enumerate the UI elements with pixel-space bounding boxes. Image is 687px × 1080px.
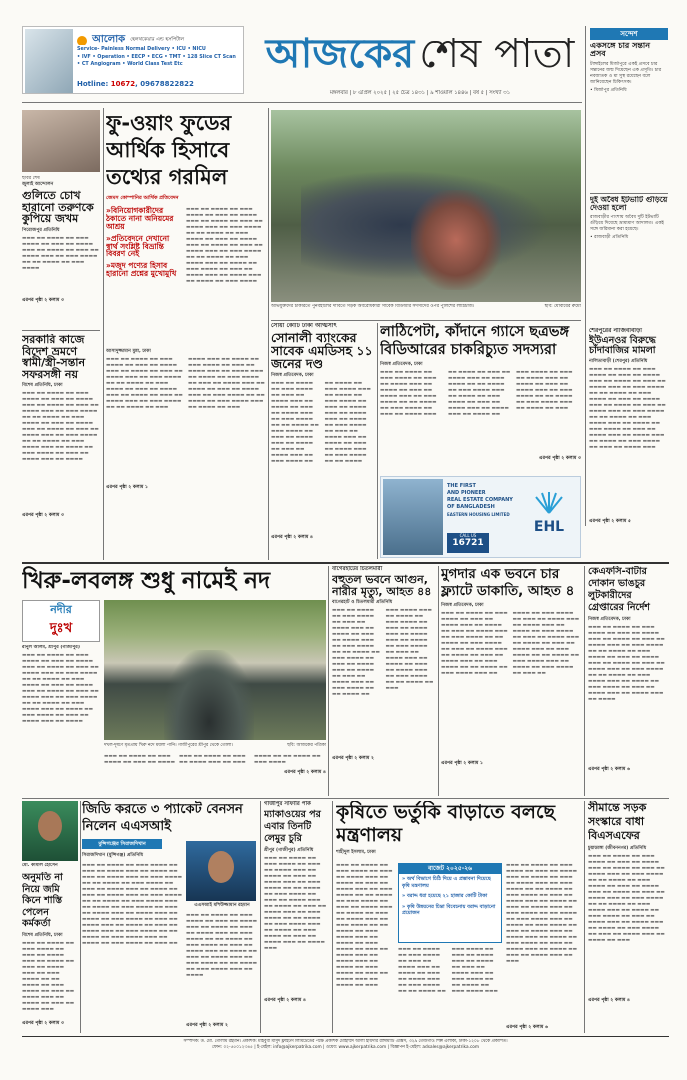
ad-services: [77, 46, 243, 78]
uno-story: [589, 328, 669, 558]
uno-headline: ইউএনওর বিরুদ্ধে চাঁদাবাজির মামলা: [589, 335, 656, 356]
ad-hotline: [77, 80, 243, 92]
bdr-photo-caption: [271, 304, 581, 318]
sidebar-body-1: টাঙ্গাইলের মির্জাপুরে একই প্রসবে চার সন্তানের জন্ম দিয়েছেন এক প্রসূতি। চার নবজাতক ও মা সুস্থ রয়েছেন বলে জানিয়েছেন চিকিৎসক।: [590, 61, 662, 85]
khiru-body-2: ▬▬▬ ▬▬ ▬▬▬▬ ▬▬ ▬▬▬ ▬▬▬▬ ▬▬ ▬▬▬ ▬▬ ▬▬▬▬ ▬▬▬ ▬▬ ▬▬▬▬ ▬▬ ▬▬▬ ▬▬ ▬▬▬▬ ▬▬▬ ▬▬ ▬▬▬ ▬▬▬▬ ▬▬ ▬▬ ▬▬▬▬ ▬▬ ▬▬▬ ▬▬▬▬ এরপর পৃষ্ঠা ২ কলাম ৪: [104, 754, 326, 775]
sonali-byline: নিজস্ব প্রতিবেদক, ঢাকা: [271, 373, 314, 379]
ehl-building-photo: [383, 479, 443, 555]
ehl-text-1: THE FIRST: [447, 483, 476, 489]
kfc-headline: কেএফসি-বাটার দোকান ভাঙচুর লুটকারীদের গ্রেপ্তারের নির্দেশ: [588, 566, 650, 613]
sidebar-body-2: রাজবাড়ীর পাংশায় অবৈধ দুটি ইটভাটি গুঁড়িয়ে দিয়েছে ভ্রাম্যমাণ আদালত। একই সঙ্গে জরিমানা করা হয়েছে।: [590, 214, 664, 232]
bdr-headline: লাঠিপেটা, কাঁদানে গ্যাসে ছত্রভঙ্গ বিডিআরের চাকরিচ্যুত সদস্যরা: [380, 324, 570, 358]
ad-logo-icon: [77, 36, 87, 46]
photo-police-shape: [411, 190, 501, 290]
gov-headline: সরকারি কাজে বিদেশ ভ্রমণে স্বামী/স্ত্রী-সন্তান সফরসঙ্গী নয়: [22, 334, 86, 381]
gd-continued[interactable]: এরপর পৃষ্ঠা ২ কলাম ২: [186, 1023, 228, 1028]
eye-body: ▬▬▬ ▬▬ ▬▬▬▬ ▬▬ ▬▬▬ ▬▬▬▬ ▬▬ ▬▬▬ ▬▬ ▬▬▬▬ ▬▬▬ ▬▬ ▬▬▬▬ ▬▬ ▬▬▬ ▬▬ ▬▬▬▬ ▬▬▬ ▬▬ ▬▬▬ ▬▬▬▬ ▬▬ ▬▬ ▬▬▬▬ ▬▬ ▬▬▬ ▬▬▬▬: [22, 235, 99, 271]
ehl-advertisement[interactable]: [380, 476, 581, 558]
ad-logo: [77, 30, 241, 45]
asi-portrait-photo: [186, 841, 256, 901]
khiru-body: ▬▬▬ ▬▬ ▬▬▬▬ ▬▬ ▬▬▬ ▬▬▬▬ ▬▬ ▬▬▬ ▬▬ ▬▬▬▬ ▬▬▬ ▬▬ ▬▬▬▬ ▬▬ ▬▬▬ ▬▬ ▬▬▬▬ ▬▬▬ ▬▬ ▬▬▬ ▬▬▬▬ ▬▬ ▬▬ ▬▬▬▬ ▬▬ ▬▬▬ ▬▬▬▬ ▬▬ ▬▬▬ ▬▬ ▬▬▬▬ ▬▬▬ ▬▬ ▬▬▬▬ ▬▬ ▬▬▬ ▬▬ ▬▬▬▬ ▬▬▬ ▬▬ ▬▬▬ ▬▬▬▬ ▬▬ ▬▬ ▬▬▬▬ ▬▬ ▬▬▬ ▬▬▬▬ ▬▬▬ ▬▬ ▬▬▬▬ ▬▬ ▬▬▬ ▬▬▬▬ ▬▬ ▬▬▬ ▬▬ ▬▬▬▬ ▬▬▬ ▬▬ ▬▬▬▬: [22, 653, 99, 724]
land-story-body: [22, 872, 78, 1032]
border-continued[interactable]: এরপর পৃষ্ঠা ২ কলাম ৪: [588, 998, 630, 1003]
agri-headline: কৃষিতে ভর্তুকি বাড়াতে বলছে মন্ত্রণালয়: [336, 801, 556, 846]
ehl-text-2: AND PIONEER: [447, 490, 486, 496]
khiru-caption-text: দখল-দূষণে মৃতপ্রায় খিরু নদে ময়লা পানি। গাজীপুরের শ্রীপুর থেকে তোলা।: [104, 743, 233, 748]
budget-box: [398, 863, 502, 943]
mugda-continued[interactable]: এরপর পৃষ্ঠা ২ কলাম ১: [441, 761, 483, 766]
khiru-river-photo: [104, 600, 326, 740]
bdr-caption-credit: ছবি: যোবায়ের রুমো: [544, 304, 581, 309]
bdr-caption-text: অভিযুক্তদের চাকরিতে পুনর্বহালের দাবিতে সড়ক অবরোধকারী সাবেক বিডিআর সদস্যদের ওপর পুলিশের লাঠিচার্জ।: [271, 304, 475, 309]
ehl-logo-text: EHL: [533, 519, 565, 535]
agri-continued[interactable]: এরপর পৃষ্ঠা ২ কলাম ৬: [506, 1025, 548, 1030]
land-byline: বিশেষ প্রতিনিধি, ঢাকা: [22, 932, 63, 938]
fuwang-headline: ফু-ওয়াং ফুডের আর্থিক হিসাবে তথ্যের গরমিল: [106, 111, 232, 189]
sonali-body: ▬▬▬ ▬▬ ▬▬▬▬ ▬▬ ▬▬▬ ▬▬▬▬ ▬▬ ▬▬▬ ▬▬ ▬▬▬▬ ▬▬▬ ▬▬ ▬▬▬▬ ▬▬ ▬▬▬ ▬▬ ▬▬▬▬ ▬▬▬ ▬▬ ▬▬▬ ▬▬▬▬ ▬▬ ▬▬ ▬▬▬▬ ▬▬ ▬▬▬ ▬▬▬▬ ▬▬ ▬▬▬ ▬▬ ▬▬▬▬ ▬▬▬ ▬▬ ▬▬▬▬ ▬▬ ▬▬▬ ▬▬ ▬▬▬▬ ▬▬▬ ▬▬ ▬▬▬ ▬▬▬▬ ▬▬ ▬▬ ▬▬▬▬ ▬▬ ▬▬▬ ▬▬▬▬ ▬▬▬ ▬▬ ▬▬▬▬ ▬▬ ▬▬▬ ▬▬▬▬ ▬▬ ▬▬▬ ▬▬ ▬▬▬▬ ▬▬▬ ▬▬ ▬▬▬▬ ▬▬▬ ▬▬ ▬▬▬▬ ▬▬ ▬▬▬ ▬▬▬▬ ▬▬ ▬▬▬ ▬▬ ▬▬▬▬ ▬▬▬ ▬▬ ▬▬▬▬ ▬▬ ▬▬▬ ▬▬ ▬▬▬▬ ▬▬▬ ▬▬ ▬▬▬ ▬▬▬▬ ▬▬ ▬▬ ▬▬▬▬: [271, 381, 371, 465]
ehl-company: EASTERN HOUSING LIMITED: [447, 512, 510, 517]
bdr-byline: নিজস্ব প্রতিবেদক, ঢাকা: [380, 362, 423, 367]
eye-kicker-b: জুলাই আন্দোলন: [22, 182, 54, 187]
bdr-protest-photo: [271, 110, 581, 302]
uno-kicker: শেরপুরের নাজিবাবাড়ী: [589, 328, 643, 334]
eye-continued[interactable]: এরপর পৃষ্ঠা ২ কলাম ৩: [22, 297, 64, 303]
uno-body: ▬▬▬ ▬▬ ▬▬▬▬ ▬▬ ▬▬▬ ▬▬▬▬ ▬▬ ▬▬▬ ▬▬ ▬▬▬▬ ▬▬▬ ▬▬ ▬▬▬▬ ▬▬ ▬▬▬ ▬▬ ▬▬▬▬ ▬▬▬ ▬▬ ▬▬▬ ▬▬▬▬ ▬▬ ▬▬ ▬▬▬▬ ▬▬ ▬▬▬ ▬▬▬▬ ▬▬ ▬▬▬ ▬▬ ▬▬▬▬ ▬▬▬ ▬▬ ▬▬▬▬ ▬▬ ▬▬▬ ▬▬ ▬▬▬▬ ▬▬▬ ▬▬ ▬▬▬ ▬▬▬▬ ▬▬ ▬▬ ▬▬▬▬ ▬▬ ▬▬▬ ▬▬▬▬ ▬▬▬ ▬▬ ▬▬▬▬ ▬▬ ▬▬▬ ▬▬▬▬ ▬▬ ▬▬▬ ▬▬ ▬▬▬▬ ▬▬▬ ▬▬ ▬▬▬▬ ▬▬▬ ▬▬ ▬▬▬▬ ▬▬ ▬▬▬ ▬▬▬▬ ▬▬ ▬▬▬ ▬▬ ▬▬▬▬ ▬▬▬: [589, 366, 666, 450]
khiru-continued[interactable]: এরপর পৃষ্ঠা ২ কলাম ৪: [284, 770, 326, 775]
khiru-text: [22, 645, 100, 763]
fuwang-body-col: ▬▬▬ ▬▬ ▬▬▬▬ ▬▬ ▬▬▬ ▬▬▬▬ ▬▬ ▬▬▬ ▬▬ ▬▬▬▬ ▬▬▬ ▬▬ ▬▬▬▬ ▬▬ ▬▬▬ ▬▬ ▬▬▬▬ ▬▬▬ ▬▬ ▬▬▬ ▬▬▬▬ ▬▬ ▬▬ ▬▬▬▬ ▬▬ ▬▬▬ ▬▬▬▬ ▬▬ ▬▬▬ ▬▬ ▬▬▬▬ ▬▬▬ ▬▬ ▬▬▬▬ ▬▬ ▬▬▬ ▬▬ ▬▬▬▬ ▬▬▬ ▬▬ ▬▬▬ ▬▬▬▬ ▬▬ ▬▬ ▬▬▬▬ ▬▬ ▬▬▬ ▬▬▬▬ ▬▬▬ ▬▬ ▬▬▬▬ ▬▬ ▬▬▬ ▬▬▬▬ ▬▬ ▬▬▬ ▬▬ ▬▬▬▬ ▬▬▬ ▬▬ ▬▬▬▬ ▬▬▬ ▬▬ ▬▬▬▬ ▬▬ ▬▬▬ ▬▬▬▬: [186, 207, 263, 284]
khiru-headline: খিরু-লবলঙ্গ শুধু নামেই নদ: [22, 568, 271, 594]
nodir-dukkho-tag: [22, 600, 100, 642]
mugda-story: [441, 566, 581, 796]
sidebar-label: সন্দেশ: [590, 28, 668, 40]
eye-headline: গুলিতে চোখ হারানো তরুণকে কুপিয়ে জখম: [22, 189, 94, 226]
fuwang-bullet-1: »বিনিয়োগকারীদের ঠকাতে নানা অনিয়মের আশ্রয়: [106, 206, 174, 231]
gd-story: জিডি করতে ৩ প্যাকেট বেনসন নিলেন এএসআই মুন্সিগঞ্জের সিরাজদিখান সিরাজদিখান (মুন্সিগঞ্জ) প্রতিনিধি এএসআই মশিউজ্জামান রহমান ▬▬▬ ▬▬ ▬▬▬▬ ▬▬ ▬▬▬ ▬▬▬▬ ▬▬ ▬▬▬ ▬▬ ▬▬▬▬ ▬▬▬ ▬▬ ▬▬▬▬ ▬▬ ▬▬▬ ▬▬ ▬▬▬▬ ▬▬▬ ▬▬ ▬▬▬ ▬▬▬▬ ▬▬ ▬▬ ▬▬▬▬ ▬▬ ▬▬▬ ▬▬▬▬ ▬▬ ▬▬▬ ▬▬ ▬▬▬▬ ▬▬▬ ▬▬ ▬▬▬▬ ▬▬ ▬▬▬ ▬▬ ▬▬▬▬ ▬▬▬ ▬▬ ▬▬▬ ▬▬▬▬ ▬▬ ▬▬ ▬▬▬▬ ▬▬ ▬▬▬ ▬▬▬▬ ▬▬▬ ▬▬ ▬▬▬▬ ▬▬ ▬▬▬ ▬▬▬▬ ▬▬ ▬▬▬ ▬▬ ▬▬▬▬ ▬▬▬ ▬▬ ▬▬▬▬ ▬▬▬ ▬▬ ▬▬▬▬ ▬▬ ▬▬▬ ▬▬▬▬ ▬▬ ▬▬▬ ▬▬ ▬▬▬▬ ▬▬▬ ▬▬ ▬▬▬▬ ▬▬ ▬▬▬ ▬▬ ▬▬▬▬ ▬▬▬ ▬▬ ▬▬▬ ▬▬▬▬ ▬▬ ▬▬ ▬▬▬▬ ▬▬ ▬▬▬ ▬▬▬▬ ▬▬▬ ▬▬ ▬▬▬▬ ▬▬ ▬▬▬ ▬▬▬▬ ▬▬ ▬▬▬ ▬▬ ▬▬▬ ▬▬ ▬▬▬▬ ▬▬ ▬▬▬ ▬▬▬▬ ▬▬ ▬▬▬ ▬▬ ▬▬▬▬ ▬▬▬ ▬▬ ▬▬▬▬ ▬▬ ▬▬▬ ▬▬ ▬▬▬▬ ▬▬▬ ▬▬ ▬▬▬ ▬▬▬▬ ▬▬ ▬▬ ▬▬▬▬ ▬▬ ▬▬▬ ▬▬▬▬ ▬▬ ▬▬▬ ▬▬ ▬▬▬▬ ▬▬▬ ▬▬ ▬▬▬▬ ▬▬ ▬▬▬ ▬▬ ▬▬▬▬ ▬▬▬ ▬▬ ▬▬▬ ▬▬▬▬ ▬▬ ▬▬ ▬▬▬▬ ▬▬ ▬▬▬ ▬▬▬▬ ▬▬▬ ▬▬ ▬▬▬▬ এরপর পৃষ্ঠা ২ কলাম ২: [82, 802, 257, 1028]
fuwang-body: ▬▬▬ ▬▬ ▬▬▬▬ ▬▬ ▬▬▬ ▬▬▬▬ ▬▬ ▬▬▬ ▬▬ ▬▬▬▬ ▬▬▬ ▬▬ ▬▬▬▬ ▬▬ ▬▬▬ ▬▬ ▬▬▬▬ ▬▬▬ ▬▬ ▬▬▬ ▬▬▬▬ ▬▬ ▬▬ ▬▬▬▬ ▬▬ ▬▬▬ ▬▬▬▬ ▬▬ ▬▬▬ ▬▬ ▬▬▬▬ ▬▬▬ ▬▬ ▬▬▬▬ ▬▬ ▬▬▬ ▬▬ ▬▬▬▬ ▬▬▬ ▬▬ ▬▬▬ ▬▬▬▬ ▬▬ ▬▬ ▬▬▬▬ ▬▬ ▬▬▬ ▬▬▬▬ ▬▬▬ ▬▬ ▬▬▬▬ ▬▬ ▬▬▬ ▬▬▬▬ ▬▬ ▬▬▬ ▬▬ ▬▬▬▬ ▬▬▬ ▬▬ ▬▬▬▬ ▬▬▬ ▬▬ ▬▬▬▬ ▬▬ ▬▬▬ ▬▬▬▬ ▬▬ ▬▬▬ ▬▬ ▬▬▬▬ ▬▬▬ ▬▬ ▬▬▬▬ ▬▬ ▬▬▬ ▬▬ ▬▬▬▬ ▬▬▬ ▬▬ ▬▬▬ ▬▬▬▬ ▬▬ ▬▬ ▬▬▬▬ ▬▬ ▬▬▬ ▬▬▬▬ ▬▬▬ ▬▬ ▬▬▬▬ ▬▬ ▬▬▬: [106, 357, 265, 410]
kfc-story: [588, 566, 669, 796]
ad-line-3: • CT Angiogram • World Class Test Etc: [77, 61, 183, 67]
agri-body-mid: ▬▬▬ ▬▬ ▬▬▬▬ ▬▬ ▬▬▬ ▬▬▬▬ ▬▬ ▬▬▬ ▬▬ ▬▬▬▬ ▬▬▬ ▬▬ ▬▬▬▬ ▬▬ ▬▬▬ ▬▬ ▬▬▬▬ ▬▬▬ ▬▬ ▬▬▬ ▬▬▬▬ ▬▬ ▬▬ ▬▬▬▬ ▬▬ ▬▬▬ ▬▬▬▬ ▬▬ ▬▬▬ ▬▬ ▬▬▬▬ ▬▬▬ ▬▬ ▬▬▬▬ ▬▬ ▬▬▬ ▬▬ ▬▬▬▬ ▬▬▬ ▬▬ ▬▬▬ ▬▬▬▬ ▬▬ ▬▬ ▬▬▬▬ ▬▬ ▬▬▬ ▬▬▬▬ ▬▬▬: [398, 947, 498, 994]
land-headline: অনুমতি না নিয়ে জমি কিনে শাস্তি পেলেন কর্মকর্তা: [22, 872, 63, 929]
eye-kicker-a: ছবির শেষ: [22, 176, 40, 181]
fire-continued[interactable]: এরপর পৃষ্ঠা ২ কলাম ২: [332, 756, 374, 762]
mugda-headline: মুগদার এক ভবনে চার ফ্ল্যাটে ডাকাতি, আহত ৪: [441, 566, 575, 599]
tag-dukkho: দুঃখ: [49, 621, 73, 636]
ehl-hotline: 16721: [452, 538, 484, 548]
land-body: ▬▬▬ ▬▬ ▬▬▬▬ ▬▬ ▬▬▬ ▬▬▬▬ ▬▬ ▬▬▬ ▬▬ ▬▬▬▬ ▬▬▬ ▬▬ ▬▬▬▬ ▬▬ ▬▬▬ ▬▬ ▬▬▬▬ ▬▬▬ ▬▬ ▬▬▬ ▬▬▬▬ ▬▬ ▬▬ ▬▬▬▬ ▬▬ ▬▬▬ ▬▬▬▬ ▬▬ ▬▬▬ ▬▬ ▬▬▬▬ ▬▬▬ ▬▬ ▬▬▬▬ ▬▬ ▬▬▬ ▬▬ ▬▬▬▬ ▬▬▬: [22, 940, 75, 1012]
budget-box-item-2: » বরাদ্দ ধরা হয়েছে ২১ হাজার কোটি টাকা: [402, 893, 488, 899]
land-photo-caption: মো. কামাল হোসেন: [22, 863, 58, 868]
gd-body: ▬▬▬ ▬▬ ▬▬▬▬ ▬▬ ▬▬▬ ▬▬▬▬ ▬▬ ▬▬▬ ▬▬ ▬▬▬▬ ▬▬▬ ▬▬ ▬▬▬▬ ▬▬ ▬▬▬ ▬▬ ▬▬▬▬ ▬▬▬ ▬▬ ▬▬▬ ▬▬▬▬ ▬▬ ▬▬ ▬▬▬▬ ▬▬ ▬▬▬ ▬▬▬▬ ▬▬ ▬▬▬ ▬▬ ▬▬▬▬ ▬▬▬ ▬▬ ▬▬▬▬ ▬▬ ▬▬▬ ▬▬ ▬▬▬▬ ▬▬▬ ▬▬ ▬▬▬ ▬▬▬▬ ▬▬ ▬▬ ▬▬▬▬ ▬▬ ▬▬▬ ▬▬▬▬ ▬▬▬ ▬▬ ▬▬▬▬ ▬▬ ▬▬▬ ▬▬▬▬ ▬▬ ▬▬▬ ▬▬ ▬▬▬▬ ▬▬▬ ▬▬ ▬▬▬▬ ▬▬▬ ▬▬ ▬▬▬▬ ▬▬ ▬▬▬ ▬▬▬▬ ▬▬ ▬▬▬ ▬▬ ▬▬▬▬ ▬▬▬ ▬▬ ▬▬▬▬ ▬▬ ▬▬▬ ▬▬ ▬▬▬▬ ▬▬▬ ▬▬ ▬▬▬ ▬▬▬▬ ▬▬ ▬▬ ▬▬▬▬ ▬▬ ▬▬▬ ▬▬▬▬ ▬▬▬ ▬▬ ▬▬▬▬ ▬▬ ▬▬▬ ▬▬▬▬ ▬▬ ▬▬▬ ▬▬: [82, 863, 182, 946]
ehl-fan-icon: [534, 491, 564, 515]
budget-box-item-3: » কৃষি উন্নয়নের চিন্তা বিবেচনায় বরাদ্দ বাড়ানো প্রয়োজন: [402, 903, 496, 916]
fuwang-story: [106, 110, 266, 558]
sidebar-credit-2: • রাজবাড়ী প্রতিনিধি: [590, 234, 629, 240]
eye-injury-photo: [22, 110, 100, 172]
uno-continued[interactable]: এরপর পৃষ্ঠা ২ কলাম ৫: [589, 518, 631, 524]
gov-continued[interactable]: এরপর পৃষ্ঠা ২ কলাম ৩: [22, 513, 64, 519]
bdr-body: ▬▬▬ ▬▬ ▬▬▬▬ ▬▬ ▬▬▬ ▬▬▬▬ ▬▬ ▬▬▬ ▬▬ ▬▬▬▬ ▬▬▬ ▬▬ ▬▬▬▬ ▬▬ ▬▬▬ ▬▬ ▬▬▬▬ ▬▬▬ ▬▬ ▬▬▬ ▬▬▬▬ ▬▬ ▬▬ ▬▬▬▬ ▬▬ ▬▬▬ ▬▬▬▬ ▬▬ ▬▬▬ ▬▬ ▬▬▬▬ ▬▬▬ ▬▬ ▬▬▬▬ ▬▬ ▬▬▬ ▬▬ ▬▬▬▬ ▬▬▬ ▬▬ ▬▬▬ ▬▬▬▬ ▬▬ ▬▬ ▬▬▬▬ ▬▬ ▬▬▬ ▬▬▬▬ ▬▬▬ ▬▬ ▬▬▬▬ ▬▬ ▬▬▬ ▬▬▬▬ ▬▬ ▬▬▬ ▬▬ ▬▬▬▬ ▬▬▬ ▬▬ ▬▬▬▬ ▬▬▬ ▬▬ ▬▬▬▬ ▬▬ ▬▬▬ ▬▬▬▬ ▬▬ ▬▬▬ ▬▬ ▬▬▬▬ ▬▬▬ ▬▬ ▬▬▬▬ ▬▬ ▬▬▬ ▬▬ ▬▬▬▬ ▬▬▬ ▬▬ ▬▬▬ ▬▬▬▬ ▬▬ ▬▬ ▬▬▬▬ ▬▬ ▬▬▬ ▬▬▬▬ ▬▬▬ ▬▬ ▬▬▬▬ ▬▬ ▬▬▬: [380, 370, 573, 417]
ehl-text-4: OF BANGLADESH: [447, 504, 495, 510]
mugda-byline: নিজস্ব প্রতিবেদক, ঢাকা: [441, 603, 484, 608]
land-continued[interactable]: এরপর পৃষ্ঠা ২ কলাম ৩: [22, 1020, 64, 1026]
agri-story: [336, 801, 582, 1033]
sonali-headline: সোনালী ব্যাংকের সাবেক এমডিসহ ১১ জনের দণ্ড: [271, 330, 373, 372]
dateline: মঙ্গলবার | ৮ এপ্রিল ২০২৫ | ২৫ চৈত্র ১৪৩১ | ৯ শাওয়াল ১৪৪৬ | বর্ষ ৫ | সংখ্যা ৩১: [329, 90, 511, 96]
sidebar-credit-1: • মির্জাপুর প্রতিনিধি: [590, 87, 627, 93]
khiru-photo-caption: [104, 742, 326, 752]
portrait-face-shape: [208, 851, 234, 883]
eye-byline: পিরোজপুর প্রতিনিধি: [22, 227, 60, 233]
lemur-byline: শ্রীপুর (গাজীপুর) প্রতিনিধি: [264, 848, 314, 853]
bdr-story: [380, 323, 581, 473]
sidebar-story-2: [590, 196, 668, 322]
budget-box-title: বাজেট ২০২৫-২৬: [399, 864, 501, 874]
sidebar-story-1: [590, 42, 668, 192]
ad-hotline-alt: , 09678822822: [135, 80, 194, 88]
sonali-kicker: সোয়া কোটি টাকা আত্মসাৎ: [271, 323, 337, 329]
ad-hospital-photo: [25, 29, 73, 93]
budget-box-item-1: » অর্থ বিভাগে চিঠি দিয়ে এ প্রস্তাবনা দিয়েছে কৃষি মন্ত্রণালয়: [402, 876, 491, 889]
agri-body-right: ▬▬▬ ▬▬ ▬▬▬▬ ▬▬ ▬▬▬ ▬▬▬▬ ▬▬ ▬▬▬ ▬▬ ▬▬▬▬ ▬▬▬ ▬▬ ▬▬▬▬ ▬▬ ▬▬▬ ▬▬ ▬▬▬▬ ▬▬▬ ▬▬ ▬▬▬ ▬▬▬▬ ▬▬ ▬▬ ▬▬▬▬ ▬▬ ▬▬▬ ▬▬▬▬ ▬▬ ▬▬▬ ▬▬ ▬▬▬▬ ▬▬▬ ▬▬ ▬▬▬▬ ▬▬ ▬▬▬ ▬▬ ▬▬▬▬ ▬▬▬ ▬▬ ▬▬▬ ▬▬▬▬ ▬▬ ▬▬ ▬▬▬▬ ▬▬ ▬▬▬ ▬▬▬▬ ▬▬▬ ▬▬ ▬▬▬▬ ▬▬ ▬▬▬ ▬▬▬▬ ▬▬ ▬▬▬ ▬▬ ▬▬▬▬ ▬▬▬ ▬▬ ▬▬▬▬ ▬▬▬ ▬▬ ▬▬▬▬ ▬▬ ▬▬▬ ▬▬▬▬ ▬▬ ▬▬▬ ▬▬ ▬▬▬▬ ▬▬▬ ▬▬ ▬▬▬▬ ▬▬ ▬▬▬ ▬▬ ▬▬▬▬ ▬▬▬ ▬▬ ▬▬▬: [506, 863, 577, 964]
lemur-story: [264, 801, 330, 1033]
asi-photo-caption: এএসআই মশিউজ্জামান রহমান: [194, 903, 250, 908]
border-body: ▬▬▬ ▬▬ ▬▬▬▬ ▬▬ ▬▬▬ ▬▬▬▬ ▬▬ ▬▬▬ ▬▬ ▬▬▬▬ ▬▬▬ ▬▬ ▬▬▬▬ ▬▬ ▬▬▬ ▬▬ ▬▬▬▬ ▬▬▬ ▬▬ ▬▬▬ ▬▬▬▬ ▬▬ ▬▬ ▬▬▬▬ ▬▬ ▬▬▬ ▬▬▬▬ ▬▬ ▬▬▬ ▬▬ ▬▬▬▬ ▬▬▬ ▬▬ ▬▬▬▬ ▬▬ ▬▬▬ ▬▬ ▬▬▬▬ ▬▬▬ ▬▬ ▬▬▬ ▬▬▬▬ ▬▬ ▬▬ ▬▬▬▬ ▬▬ ▬▬▬ ▬▬▬▬ ▬▬▬ ▬▬ ▬▬▬▬ ▬▬ ▬▬▬ ▬▬▬▬ ▬▬ ▬▬▬ ▬▬ ▬▬▬▬ ▬▬▬ ▬▬ ▬▬▬▬ ▬▬▬ ▬▬ ▬▬▬▬ ▬▬ ▬▬▬ ▬▬▬▬ ▬▬ ▬▬▬ ▬▬ ▬▬▬▬ ▬▬▬ ▬▬ ▬▬▬▬ ▬▬ ▬▬▬: [588, 854, 665, 943]
lemur-kicker: গাজীপুর সাফারি পার্ক: [264, 801, 311, 807]
tag-nodir: নদীর: [50, 603, 72, 616]
fuwang-bullet-3: »মজুদ পণ্যের হিসাব হারানো প্রশ্নের মুখোমুখি: [106, 261, 177, 279]
lemur-body: ▬▬▬ ▬▬ ▬▬▬▬ ▬▬ ▬▬▬ ▬▬▬▬ ▬▬ ▬▬▬ ▬▬ ▬▬▬▬ ▬▬▬ ▬▬ ▬▬▬▬ ▬▬ ▬▬▬ ▬▬ ▬▬▬▬ ▬▬▬ ▬▬ ▬▬▬ ▬▬▬▬ ▬▬ ▬▬ ▬▬▬▬ ▬▬ ▬▬▬ ▬▬▬▬ ▬▬ ▬▬▬ ▬▬ ▬▬▬▬ ▬▬▬ ▬▬ ▬▬▬▬ ▬▬ ▬▬▬ ▬▬ ▬▬▬▬ ▬▬▬ ▬▬ ▬▬▬ ▬▬▬▬ ▬▬ ▬▬ ▬▬▬▬ ▬▬ ▬▬▬ ▬▬▬▬ ▬▬▬ ▬▬ ▬▬▬▬ ▬▬ ▬▬▬ ▬▬▬▬ ▬▬ ▬▬▬ ▬▬ ▬▬▬▬ ▬▬▬ ▬▬ ▬▬▬▬ ▬▬▬: [264, 856, 327, 951]
gov-byline: বিশেষ প্রতিনিধি, ঢাকা: [22, 383, 63, 389]
masthead: [255, 28, 585, 90]
kamal-hossain-portrait: [22, 801, 78, 861]
imprint-line-2: ফোন: ০২-৫৫০১২৩৪৫ | ই-মেইল: info@ajkerpatrika.com | ওয়েব: www.ajkerpatrika.com | বিজ্ঞাপন ই-মেইল: adsales@ajkerpatrika.com: [211, 1045, 480, 1050]
lemur-continued[interactable]: এরপর পৃষ্ঠা ২ কলাম ৪: [264, 998, 306, 1003]
uno-byline: নালিতাবাড়ী (শেরপুর) প্রতিনিধি: [589, 358, 648, 364]
ad-hotline-number: 10672: [110, 80, 136, 88]
fire-body: ▬▬▬ ▬▬ ▬▬▬▬ ▬▬ ▬▬▬ ▬▬▬▬ ▬▬ ▬▬▬ ▬▬ ▬▬▬▬ ▬▬▬ ▬▬ ▬▬▬▬ ▬▬ ▬▬▬ ▬▬ ▬▬▬▬ ▬▬▬ ▬▬ ▬▬▬ ▬▬▬▬ ▬▬ ▬▬ ▬▬▬▬ ▬▬ ▬▬▬ ▬▬▬▬ ▬▬ ▬▬▬ ▬▬ ▬▬▬▬ ▬▬▬ ▬▬ ▬▬▬▬ ▬▬ ▬▬▬ ▬▬ ▬▬▬▬ ▬▬▬ ▬▬ ▬▬▬ ▬▬▬▬ ▬▬ ▬▬ ▬▬▬▬ ▬▬ ▬▬▬ ▬▬▬▬ ▬▬▬ ▬▬ ▬▬▬▬ ▬▬ ▬▬▬ ▬▬▬▬ ▬▬ ▬▬▬ ▬▬ ▬▬▬▬ ▬▬▬ ▬▬ ▬▬▬▬ ▬▬▬ ▬▬ ▬▬▬▬ ▬▬ ▬▬▬ ▬▬▬▬ ▬▬ ▬▬▬ ▬▬ ▬▬▬▬ ▬▬▬ ▬▬ ▬▬▬▬ ▬▬ ▬▬▬ ▬▬ ▬▬▬▬ ▬▬▬ ▬▬ ▬▬▬ ▬▬▬▬ ▬▬ ▬▬ ▬▬▬▬ ▬▬ ▬▬▬: [332, 608, 434, 698]
mugda-body: ▬▬▬ ▬▬ ▬▬▬▬ ▬▬ ▬▬▬ ▬▬▬▬ ▬▬ ▬▬▬ ▬▬ ▬▬▬▬ ▬▬▬ ▬▬ ▬▬▬▬ ▬▬ ▬▬▬ ▬▬ ▬▬▬▬ ▬▬▬ ▬▬ ▬▬▬ ▬▬▬▬ ▬▬ ▬▬ ▬▬▬▬ ▬▬ ▬▬▬ ▬▬▬▬ ▬▬ ▬▬▬ ▬▬ ▬▬▬▬ ▬▬▬ ▬▬ ▬▬▬▬ ▬▬ ▬▬▬ ▬▬ ▬▬▬▬ ▬▬▬ ▬▬ ▬▬▬ ▬▬▬▬ ▬▬ ▬▬ ▬▬▬▬ ▬▬ ▬▬▬ ▬▬▬▬ ▬▬▬ ▬▬ ▬▬▬▬ ▬▬ ▬▬▬ ▬▬▬▬ ▬▬ ▬▬▬ ▬▬ ▬▬▬▬ ▬▬▬ ▬▬ ▬▬▬▬ ▬▬▬ ▬▬ ▬▬▬▬ ▬▬ ▬▬▬ ▬▬▬▬ ▬▬ ▬▬▬ ▬▬ ▬▬▬▬ ▬▬▬ ▬▬ ▬▬▬▬ ▬▬ ▬▬▬ ▬▬ ▬▬▬▬ ▬▬▬ ▬▬ ▬▬▬ ▬▬▬▬ ▬▬ ▬▬ ▬▬▬▬ ▬▬ ▬▬▬ ▬▬▬▬ ▬▬▬ ▬▬ ▬▬▬▬ ▬▬ ▬▬▬ ▬▬▬▬ ▬▬ ▬▬▬ ▬▬: [441, 611, 580, 676]
ad-hotline-label: Hotline:: [77, 80, 109, 88]
gd-headline: জিডি করতে ৩ প্যাকেট বেনসন নিলেন এএসআই: [82, 802, 243, 834]
khiru-byline: রানুল আলম, শ্রীপুর (গাজীপুর): [22, 645, 80, 650]
eye-story: [22, 176, 100, 326]
sidebar-headline-1: একসঙ্গে চার সন্তান প্রসব: [590, 42, 650, 59]
border-headline: সীমান্তে সড়ক সংস্কারে বাধা বিএসএফের: [588, 801, 647, 842]
fire-story: [332, 566, 436, 796]
fuwang-byline: আসাদুজ্জামান মুন্না, ঢাকা: [106, 349, 151, 354]
ehl-text-3: REAL ESTATE COMPANY: [447, 497, 513, 503]
border-byline: চুয়াডাঙ্গা (জীবননগর) প্রতিনিধি: [588, 846, 647, 851]
fuwang-bullet-2: »প্রতিবেদনে দেখানো স্বার্থ সংশ্লিষ্ট বিভ্রান্তি বিবরণ নেই: [106, 233, 170, 259]
sonali-story: [271, 323, 375, 558]
gov-story: [22, 334, 100, 556]
fuwang-continued[interactable]: এরপর পৃষ্ঠা ২ কলাম ১: [106, 485, 148, 490]
kfc-continued[interactable]: এরপর পৃষ্ঠা ২ কলাম ৬: [588, 767, 630, 772]
ad-brand: আলোক: [92, 34, 126, 45]
fuwang-kicker: জেমস কোম্পানির আর্থিক প্রতিবেদন: [106, 195, 179, 201]
kfc-body: ▬▬▬ ▬▬ ▬▬▬▬ ▬▬ ▬▬▬ ▬▬▬▬ ▬▬ ▬▬▬ ▬▬ ▬▬▬▬ ▬▬▬ ▬▬ ▬▬▬▬ ▬▬ ▬▬▬ ▬▬ ▬▬▬▬ ▬▬▬ ▬▬ ▬▬▬ ▬▬▬▬ ▬▬ ▬▬ ▬▬▬▬ ▬▬ ▬▬▬ ▬▬▬▬ ▬▬ ▬▬▬ ▬▬ ▬▬▬▬ ▬▬▬ ▬▬ ▬▬▬▬ ▬▬ ▬▬▬ ▬▬ ▬▬▬▬ ▬▬▬ ▬▬ ▬▬▬ ▬▬▬▬ ▬▬ ▬▬ ▬▬▬▬ ▬▬ ▬▬▬ ▬▬▬▬ ▬▬▬ ▬▬ ▬▬▬▬ ▬▬ ▬▬▬ ▬▬▬▬ ▬▬ ▬▬▬ ▬▬ ▬▬▬▬ ▬▬▬ ▬▬ ▬▬▬▬ ▬▬▬ ▬▬ ▬▬▬▬: [588, 625, 665, 702]
lemur-headline: ম্যাকাওয়ের পর এবার তিনটি লেমুর চুরি: [264, 809, 321, 844]
masthead-title-a: আজকের: [265, 31, 415, 77]
ehl-tagline: [447, 483, 517, 529]
imprint-footer: [22, 1039, 669, 1061]
ad-line-2: • IVF • Operation • EECP • ECG • TMT • 128 Slice CT Scan: [77, 53, 236, 60]
bdr-continued[interactable]: এরপর পৃষ্ঠা ২ কলাম ৩: [539, 456, 581, 461]
sidebar-headline-2: দুই অবৈধ ইটভাটি গুঁড়িয়ে দেওয়া হলো: [590, 196, 668, 212]
imprint-line-1: সম্পাদক: ড. মো. গোলাম রহমান। প্রকাশক: মাহবুবা মাসুদ ফ্লাইটস লিমিটেডের পক্ষে প্রকাশক মোহাম্মদ আলী হায়দার রাঙ্গামাটি এক্সিস, ৩২৯ তেজগাঁও শিল্প এলাকা, ঢাকা-১২০৮ থেকে প্রকাশিত।: [183, 1039, 508, 1044]
agri-byline: শাহীদুল ইসলাম, ঢাকা: [336, 850, 376, 855]
portrait-face-shape-2: [38, 811, 62, 841]
khiru-caption-credit: ছবি: আজকের পত্রিকা: [287, 743, 326, 748]
kfc-byline: নিজস্ব প্রতিবেদক, ঢাকা: [588, 617, 631, 622]
agri-body-left: ▬▬▬ ▬▬ ▬▬▬▬ ▬▬ ▬▬▬ ▬▬▬▬ ▬▬ ▬▬▬ ▬▬ ▬▬▬▬ ▬▬▬ ▬▬ ▬▬▬▬ ▬▬ ▬▬▬ ▬▬ ▬▬▬▬ ▬▬▬ ▬▬ ▬▬▬ ▬▬▬▬ ▬▬ ▬▬ ▬▬▬▬ ▬▬ ▬▬▬ ▬▬▬▬ ▬▬ ▬▬▬ ▬▬ ▬▬▬▬ ▬▬▬ ▬▬ ▬▬▬▬ ▬▬ ▬▬▬ ▬▬ ▬▬▬▬ ▬▬▬ ▬▬ ▬▬▬ ▬▬▬▬ ▬▬ ▬▬ ▬▬▬▬ ▬▬ ▬▬▬ ▬▬▬▬ ▬▬▬ ▬▬ ▬▬▬▬ ▬▬ ▬▬▬ ▬▬▬▬ ▬▬ ▬▬▬ ▬▬ ▬▬▬▬ ▬▬▬ ▬▬ ▬▬▬▬ ▬▬▬ ▬▬ ▬▬▬▬ ▬▬ ▬▬▬ ▬▬▬▬ ▬▬ ▬▬▬ ▬▬ ▬▬▬▬ ▬▬▬ ▬▬ ▬▬▬▬ ▬▬ ▬▬▬: [336, 863, 393, 988]
river-water-shape: [164, 650, 254, 740]
gov-body: ▬▬▬ ▬▬ ▬▬▬▬ ▬▬ ▬▬▬ ▬▬▬▬ ▬▬ ▬▬▬ ▬▬ ▬▬▬▬ ▬▬▬ ▬▬ ▬▬▬▬ ▬▬ ▬▬▬ ▬▬ ▬▬▬▬ ▬▬▬ ▬▬ ▬▬▬ ▬▬▬▬ ▬▬ ▬▬ ▬▬▬▬ ▬▬ ▬▬▬ ▬▬▬▬ ▬▬ ▬▬▬ ▬▬ ▬▬▬▬ ▬▬▬ ▬▬ ▬▬▬▬ ▬▬ ▬▬▬ ▬▬ ▬▬▬▬ ▬▬▬ ▬▬ ▬▬▬ ▬▬▬▬ ▬▬ ▬▬ ▬▬▬▬ ▬▬ ▬▬▬ ▬▬▬▬ ▬▬▬ ▬▬ ▬▬▬▬ ▬▬ ▬▬▬ ▬▬▬▬ ▬▬ ▬▬▬ ▬▬ ▬▬▬▬ ▬▬▬ ▬▬ ▬▬▬▬: [22, 391, 99, 463]
ehl-call-box: [447, 533, 489, 553]
gd-kicker-box: মুন্সিগঞ্জের সিরাজদিখান: [82, 839, 162, 849]
ad-line-1: Service- Painless Normal Delivery • ICU • NICU: [77, 46, 206, 52]
ehl-call-label: CALL US: [459, 533, 477, 538]
fire-kicker: বাগেরহাটের চিতলমারী: [332, 566, 383, 572]
ehl-logo-icon: [521, 491, 577, 541]
masthead-title-b: শেষ পাতা: [419, 31, 575, 77]
sonali-continued[interactable]: এরপর পৃষ্ঠা ২ কলাম ৪: [271, 535, 313, 541]
fire-byline: বাগেরহাট ও চিতলমারী প্রতিনিধি: [332, 600, 393, 606]
border-story: [588, 801, 669, 1033]
fire-headline: বহুতল ভবনে আগুন, নারীর মৃত্যু, আহত ৪৪: [332, 573, 432, 598]
ad-brand-sub: হেলথকেয়ার এন্ড হসপিটাল: [130, 36, 185, 43]
top-advertisement[interactable]: [22, 26, 244, 94]
gd-reporter: সিরাজদিখান (মুন্সিগঞ্জ) প্রতিনিধি: [82, 853, 144, 858]
